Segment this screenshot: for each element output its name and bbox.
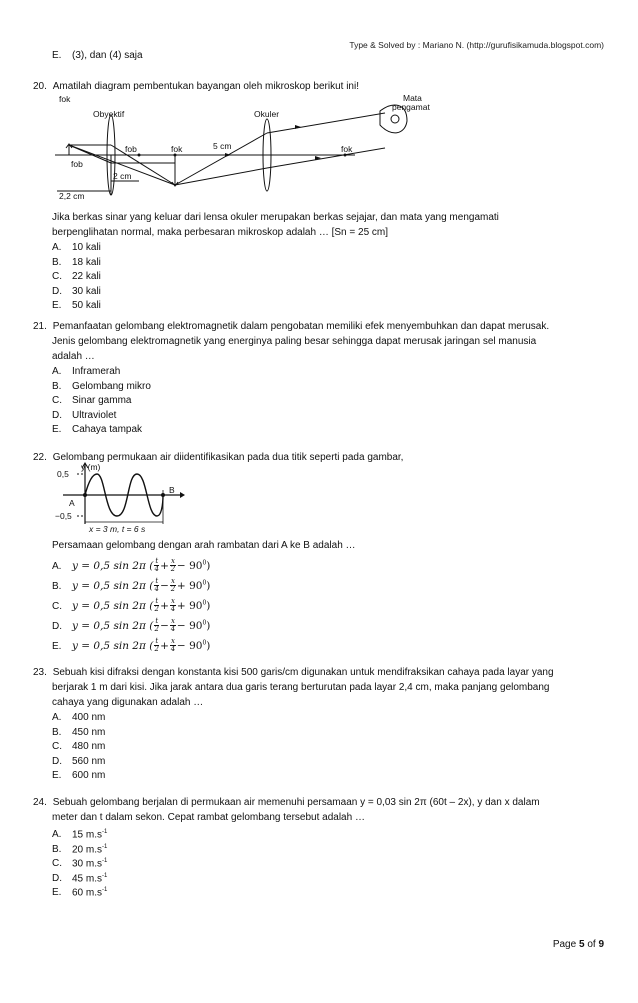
- option-letter: B.: [52, 843, 62, 855]
- label-fok-mid: fok: [171, 144, 183, 154]
- option-letter: D.: [52, 755, 62, 767]
- t-fraction: [154, 638, 159, 653]
- option-d: [52, 285, 101, 298]
- option-letter: B.: [52, 380, 62, 392]
- close-paren: ): [206, 599, 211, 612]
- question-21: [33, 320, 549, 333]
- label-2cm: 2 cm: [113, 171, 132, 181]
- t-num: t: [155, 597, 159, 605]
- option-letter: A.: [52, 242, 62, 253]
- page-total: 9: [598, 939, 604, 950]
- eq-prefix: y = 0,5 sin 2π (: [72, 599, 154, 612]
- t-fraction: [154, 558, 159, 573]
- caption-label: x = 3 m, t = 6 s: [89, 524, 146, 534]
- q21-line-3: adalah …: [52, 351, 95, 362]
- t-num: t: [155, 577, 159, 585]
- option-b: [52, 841, 107, 856]
- question-number: 22.: [33, 452, 47, 463]
- option-e: [52, 423, 142, 436]
- t-num: t: [155, 557, 159, 565]
- question-20: [33, 80, 359, 93]
- option-letter: D.: [52, 409, 62, 421]
- option-text: Cahaya tampak: [72, 424, 143, 435]
- x-den: 4: [170, 605, 176, 613]
- eq-prefix: y = 0,5 sin 2π (: [72, 639, 154, 652]
- question-number: 23.: [33, 667, 47, 678]
- label-fok-top: fok: [59, 94, 71, 104]
- label-fob-1: fob: [125, 144, 137, 154]
- page-footer: [553, 939, 604, 950]
- option-text: Inframerah: [72, 366, 121, 377]
- option-text: 60 m.s: [72, 887, 103, 899]
- q20-body-line-1: Jika berkas sinar yang keluar dari lensa okuler merupakan berkas sejajar, dan mata yang mengamati: [52, 212, 499, 223]
- option-text: 450 nm: [72, 726, 106, 738]
- option-letter: E.: [52, 770, 62, 781]
- pos-label: 0,5: [57, 469, 69, 479]
- sign-1: +: [160, 599, 169, 612]
- degree-value: 90: [189, 599, 203, 612]
- t-num: t: [155, 637, 159, 645]
- ray-5: [175, 168, 267, 185]
- option-letter: B.: [52, 256, 62, 268]
- question-text: Sebuah gelombang berjalan di permukaan air memenuhi persamaan y = 0,03 sin 2π (60t – 2x), y dan x dalam: [52, 797, 540, 808]
- question-text: Sebuah kisi difraksi dengan konstanta kisi 500 garis/cm digunakan untuk mendifraksikan cahaya pada layar yang: [52, 667, 554, 678]
- point-a: [83, 493, 87, 497]
- equation: [72, 617, 211, 633]
- t-fraction: [154, 598, 159, 613]
- question-23: [33, 666, 554, 679]
- degree-sup: 0: [202, 619, 207, 626]
- point-b: [161, 493, 165, 497]
- x-fraction: [170, 558, 176, 573]
- option-letter: B.: [52, 726, 62, 738]
- t-den: 2: [154, 645, 159, 653]
- degree-value: 90: [189, 619, 203, 632]
- x-num: x: [170, 617, 175, 625]
- option-text: 20 m.s: [72, 843, 103, 855]
- x-axis-arrow-icon: [180, 492, 185, 498]
- microscope-diagram: [55, 93, 430, 201]
- eq-prefix: y = 0,5 sin 2π (: [72, 619, 154, 632]
- wave-graph: [55, 462, 195, 534]
- sign-1: −: [160, 579, 169, 592]
- label-obyektif: Obyektif: [93, 109, 125, 119]
- option-text: 480 nm: [72, 741, 106, 752]
- t-fraction: [154, 618, 159, 633]
- t-fraction: [154, 578, 159, 593]
- option-letter: D.: [52, 872, 62, 884]
- option-c: [52, 855, 107, 870]
- option-text: 560 nm: [72, 755, 106, 767]
- option-letter: D.: [52, 285, 62, 297]
- x-fraction: [170, 638, 176, 653]
- question-text: Pemanfaatan gelombang elektromagnetik dalam pengobatan memiliki efek menyembuhkan dan dapat merusak.: [52, 321, 550, 332]
- sign-2: −: [176, 639, 186, 652]
- q23-line-2: berjarak 1 m dari kisi. Jika jarak antara dua garis terang berturutan pada layar 2,4 cm, maka panjang gelombang: [52, 682, 550, 693]
- option-letter: C.: [52, 858, 62, 870]
- close-paren: ): [206, 579, 211, 592]
- option-letter: C.: [52, 600, 62, 612]
- option-letter: E.: [52, 50, 62, 61]
- label-fok-right: fok: [341, 144, 353, 154]
- option-text: 30 kali: [72, 285, 101, 297]
- option-a: [52, 554, 210, 576]
- option-e: [52, 884, 107, 899]
- option-text: 30 m.s: [72, 858, 103, 870]
- degree-sup: 0: [202, 559, 207, 566]
- close-paren: ): [206, 639, 211, 652]
- sign-1: +: [160, 639, 169, 652]
- q21-line-2: Jenis gelombang elektromagnetik yang energinya paling besar sehingga dapat merusak jaringan sel manusia: [52, 336, 537, 347]
- option-letter: E.: [52, 640, 62, 652]
- question-number: 24.: [33, 797, 47, 808]
- q24-line-2: meter dan t dalam sekon. Cepat rambat gelombang tersebut adalah …: [52, 812, 365, 823]
- option-letter: C.: [52, 395, 62, 406]
- option-letter: A.: [52, 829, 62, 841]
- option-letter: D.: [52, 620, 62, 632]
- ray-out-2: [267, 148, 385, 168]
- t-den: 2: [154, 625, 159, 633]
- label-5cm: 5 cm: [213, 141, 232, 151]
- option-text: 600 nm: [72, 770, 106, 781]
- option-letter: E.: [52, 887, 62, 899]
- option-a: [52, 826, 107, 841]
- option-letter: B.: [52, 580, 62, 592]
- equation: [72, 577, 211, 593]
- option-d: [52, 870, 107, 885]
- label-pengamat: pengamat: [392, 102, 430, 112]
- option-text: 18 kali: [72, 256, 101, 268]
- x-den: 2: [170, 565, 176, 573]
- label-mata: Mata: [403, 93, 422, 103]
- option-b: [52, 726, 105, 739]
- option-superscript: -1: [102, 829, 108, 835]
- t-num: t: [155, 617, 159, 625]
- option-letter: C.: [52, 741, 62, 752]
- ray-out-1: [267, 113, 385, 133]
- option-letter: E.: [52, 300, 62, 311]
- option-b: [52, 256, 101, 269]
- degree-sup: 0: [202, 599, 207, 606]
- x-num: x: [170, 637, 175, 645]
- sign-2: +: [176, 579, 186, 592]
- option-text: 22 kali: [72, 271, 101, 282]
- option-text: Gelombang mikro: [72, 380, 151, 392]
- label-fob-2: fob: [71, 159, 83, 169]
- option-d: [52, 755, 105, 768]
- option-b: [52, 574, 210, 596]
- q20-body-line-2: berpenglihatan normal, maka perbesaran mikroskop adalah … [Sn = 25 cm]: [52, 227, 389, 238]
- x-num: x: [170, 597, 175, 605]
- x-den: 4: [170, 645, 176, 653]
- degree-value: 90: [189, 579, 203, 592]
- option-text: 50 kali: [72, 300, 101, 311]
- ray-arrow-icon: [295, 125, 301, 129]
- equation: [72, 597, 211, 613]
- x-num: x: [170, 577, 175, 585]
- option-superscript: -1: [102, 843, 108, 850]
- eye-pupil-icon: [391, 115, 399, 123]
- sign-1: +: [160, 559, 169, 572]
- question-24: [33, 796, 540, 809]
- degree-value: 90: [189, 559, 203, 572]
- eq-prefix: y = 0,5 sin 2π (: [72, 579, 154, 592]
- page-header: Type & Solved by : Mariano N. (http://gurufisikamuda.blogspot.com): [349, 40, 604, 50]
- option-letter: A.: [52, 712, 62, 723]
- sign-2: −: [176, 619, 186, 632]
- option-letter: A.: [52, 560, 62, 572]
- question-text: Amatilah diagram pembentukan bayangan oleh mikroskop berikut ini!: [52, 81, 359, 92]
- focus-point: [138, 154, 141, 157]
- option-d: [52, 409, 116, 422]
- label-2-2cm: 2,2 cm: [59, 191, 85, 201]
- prev-option-e: [52, 49, 143, 62]
- option-a: [52, 711, 105, 724]
- eq-prefix: y = 0,5 sin 2π (: [72, 559, 154, 572]
- question-number: 21.: [33, 321, 47, 332]
- option-text: 45 m.s: [72, 872, 103, 884]
- degree-sup: 0: [202, 639, 207, 646]
- sign-2: −: [176, 559, 186, 572]
- t-den: 4: [154, 585, 159, 593]
- option-e: [52, 769, 105, 782]
- option-c: [52, 594, 210, 616]
- option-letter: E.: [52, 424, 62, 435]
- option-e: [52, 634, 210, 656]
- equation: [72, 557, 211, 573]
- equation: [72, 637, 211, 653]
- x-fraction: [170, 578, 176, 593]
- option-superscript: -1: [102, 887, 108, 893]
- page-current: 5: [578, 939, 585, 950]
- question-text: Gelombang permukaan air diidentifikasikan pada dua titik seperti pada gambar,: [52, 452, 404, 463]
- option-letter: A.: [52, 366, 62, 377]
- y-label: y (m): [81, 462, 101, 472]
- option-text: Ultraviolet: [72, 409, 117, 421]
- option-text: (3), dan (4) saja: [72, 50, 143, 61]
- q22-question: Persamaan gelombang dengan arah rambatan dari A ke B adalah …: [52, 540, 356, 551]
- option-a: [52, 241, 101, 254]
- option-e: [52, 299, 101, 312]
- b-label: B: [169, 485, 175, 495]
- close-paren: ): [206, 619, 211, 632]
- option-superscript: -1: [102, 858, 108, 864]
- sign-2: +: [176, 599, 186, 612]
- a-label: A: [69, 498, 75, 508]
- option-text: Sinar gamma: [72, 395, 132, 406]
- option-c: [52, 740, 105, 753]
- label-okuler: Okuler: [254, 109, 280, 119]
- page-of: of: [587, 939, 596, 950]
- option-superscript: -1: [102, 872, 108, 879]
- option-letter: C.: [52, 271, 62, 282]
- x-num: x: [170, 557, 175, 565]
- x-den: 4: [170, 625, 176, 633]
- question-number: 20.: [33, 81, 47, 92]
- degree-sup: 0: [202, 579, 207, 586]
- option-c: [52, 270, 101, 283]
- close-paren: ): [206, 559, 211, 572]
- q23-line-3: cahaya yang digunakan adalah …: [52, 697, 204, 708]
- t-den: 4: [154, 565, 159, 573]
- option-text: 10 kali: [72, 242, 101, 253]
- x-den: 2: [170, 585, 176, 593]
- option-text: 15 m.s: [72, 829, 103, 841]
- sign-1: −: [160, 619, 169, 632]
- x-fraction: [170, 598, 176, 613]
- neg-label: −0,5: [55, 511, 72, 521]
- option-text: 400 nm: [72, 712, 106, 723]
- x-fraction: [170, 618, 176, 633]
- t-den: 2: [154, 605, 159, 613]
- degree-value: 90: [189, 639, 203, 652]
- page-word: Page: [552, 939, 577, 950]
- option-b: [52, 380, 151, 393]
- option-a: [52, 365, 120, 378]
- option-c: [52, 394, 131, 407]
- option-d: [52, 614, 210, 636]
